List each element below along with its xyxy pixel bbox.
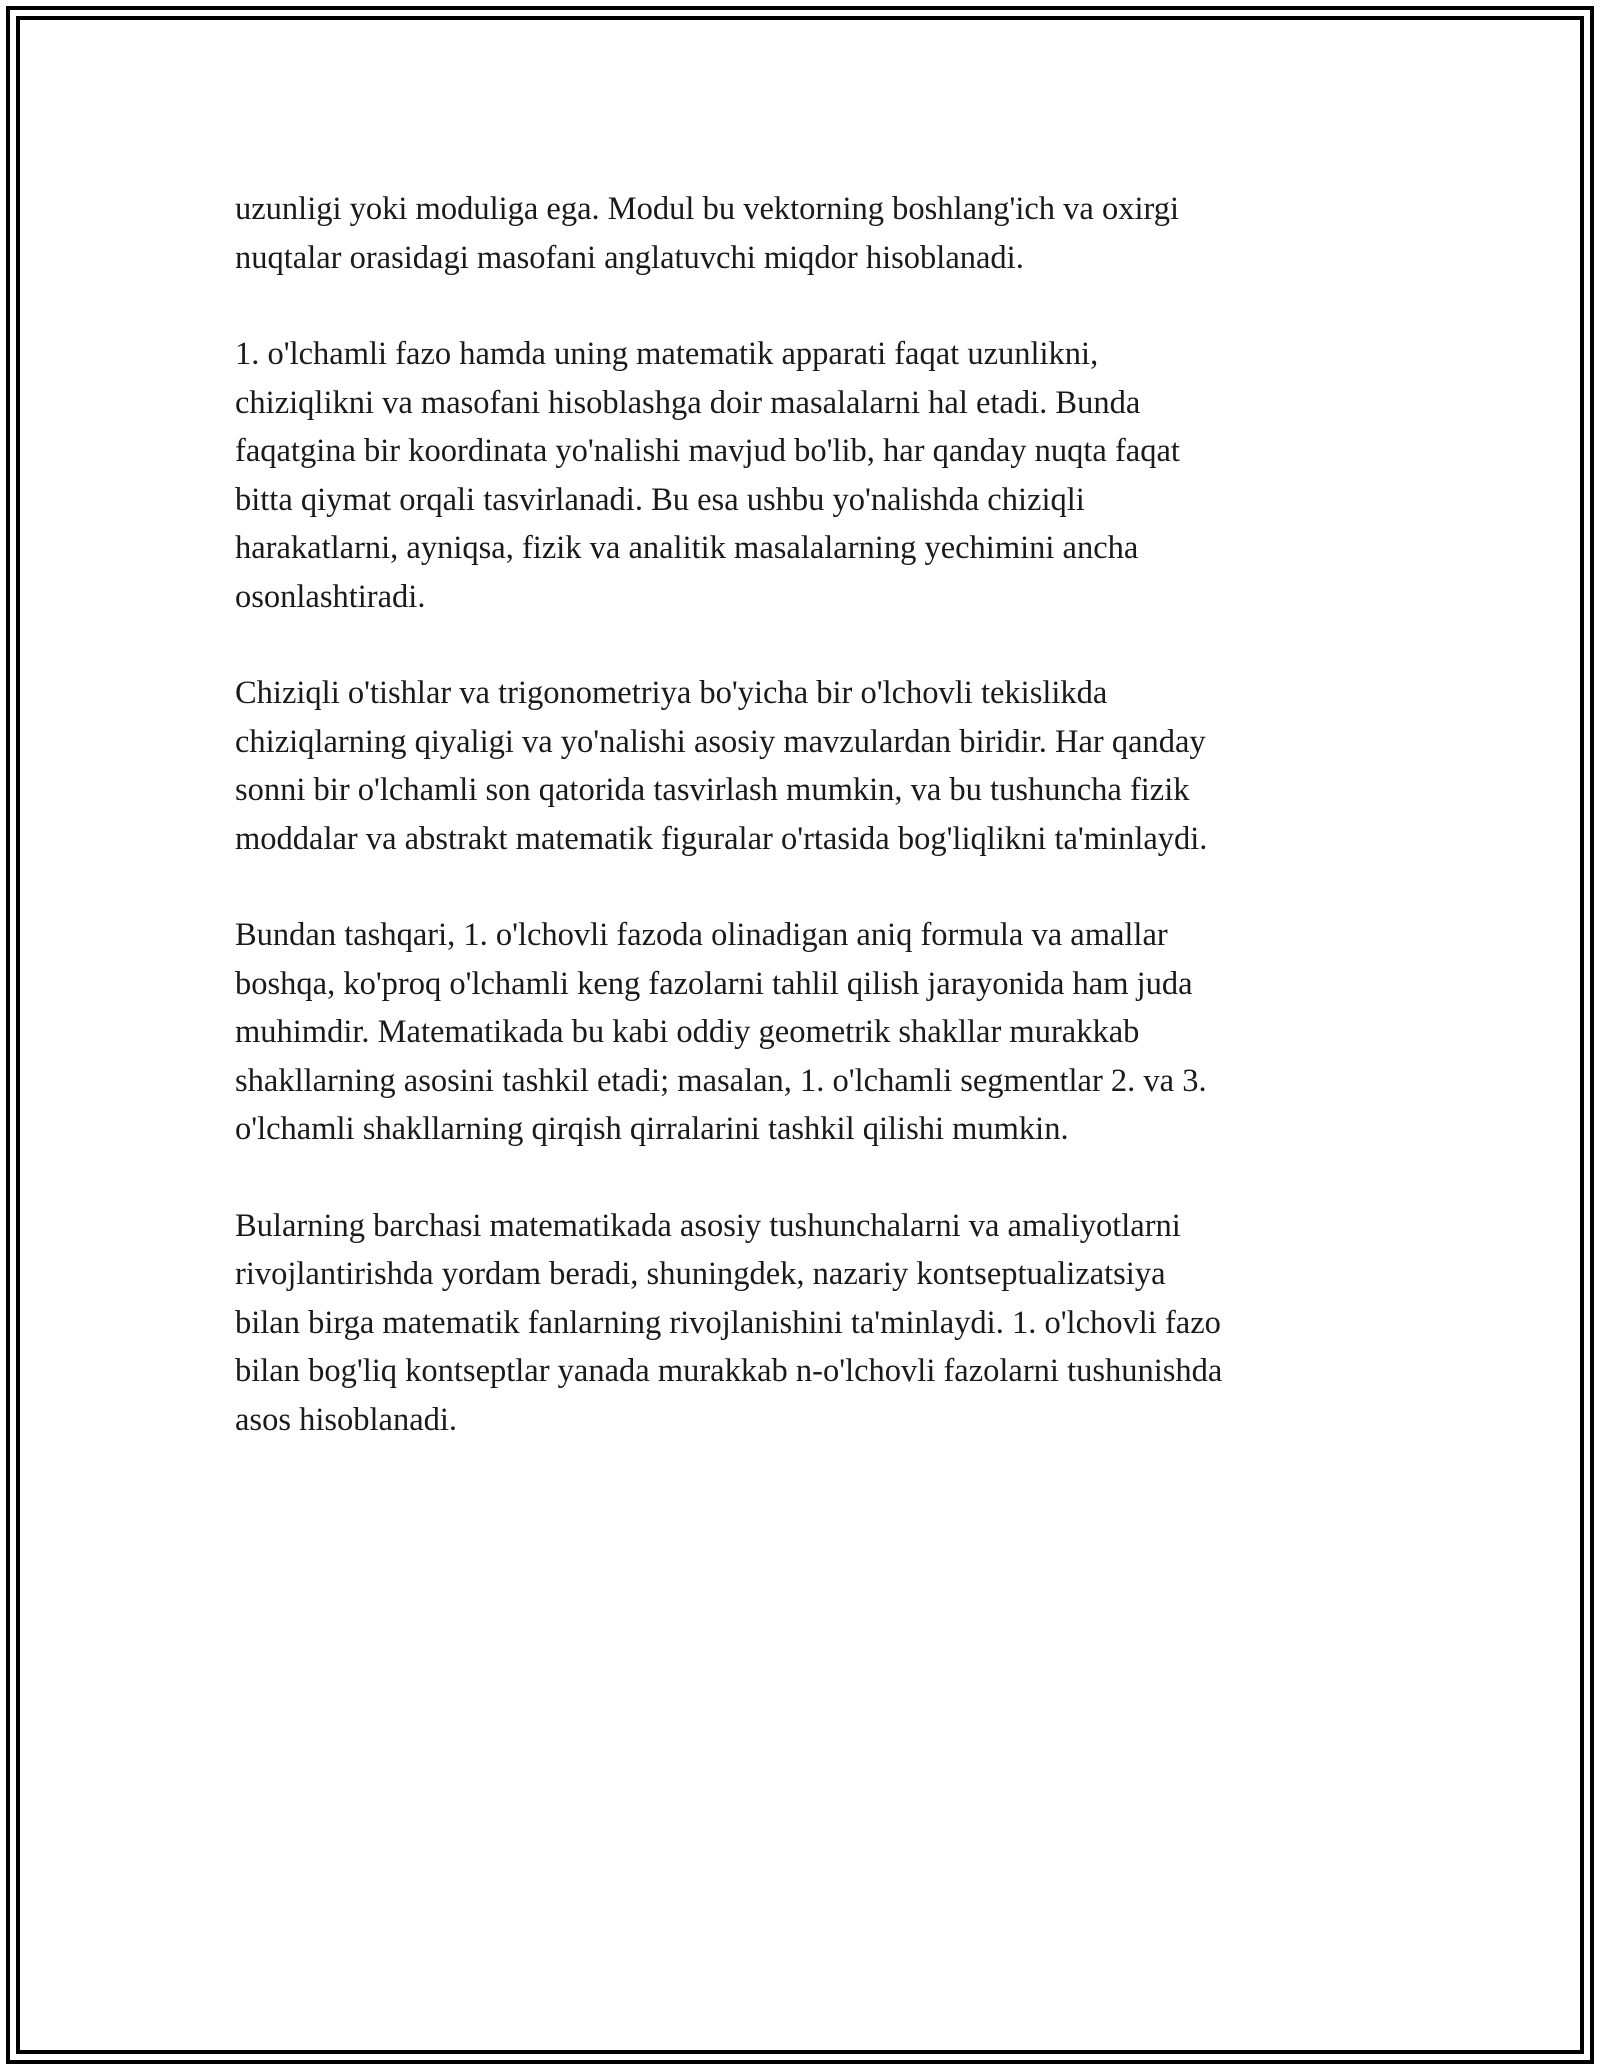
text-line: bilan bog'liq kontseptlar yanada murakkab n-o'lchovli fazolarni tushunishda bbox=[235, 1353, 1223, 1389]
text-line: uzunligi yoki moduliga ega. Modul bu vektorning boshlang'ich va oxirgi bbox=[235, 191, 1180, 227]
text-line: asos hisoblanadi. bbox=[235, 1401, 458, 1438]
paragraph-3 bbox=[235, 669, 1365, 863]
text-line: muhimdir. Matematikada bu kabi oddiy geometrik shakllar murakkab bbox=[235, 1014, 1140, 1050]
text-line: Chiziqli o'tishlar va trigonometriya bo'yicha bir o'lchovli tekislikda bbox=[235, 675, 1108, 711]
document-body bbox=[235, 185, 1365, 1492]
text-line: chiziqlikni va masofani hisoblashga doir masalalarni hal etadi. Bunda bbox=[235, 384, 1141, 421]
paragraph-4 bbox=[235, 911, 1365, 1154]
text-line: Bundan tashqari, 1. o'lchovli fazoda olinadigan aniq formula va amallar bbox=[235, 917, 1168, 953]
text-line: 1. o'lchamli fazo hamda uning matematik apparati faqat uzunlikni, bbox=[235, 336, 1099, 372]
text-line: osonlashtiradi. bbox=[235, 578, 426, 615]
text-line: o'lchamli shakllarning qirqish qirralarini tashkil qilishi mumkin. bbox=[235, 1111, 1069, 1147]
text-line: shakllarning asosini tashkil etadi; masalan, 1. o'lchamli segmentlar 2. va 3. bbox=[235, 1062, 1207, 1099]
text-line: faqatgina bir koordinata yo'nalishi mavjud bo'lib, har qanday nuqta faqat bbox=[235, 433, 1180, 469]
text-line: harakatlarni, ayniqsa, fizik va analitik masalalarning yechimini ancha bbox=[235, 530, 1139, 566]
text-line: bitta qiymat orqali tasvirlanadi. Bu esa ushbu yo'nalishda chiziqli bbox=[235, 481, 1085, 518]
paragraph-2 bbox=[235, 330, 1365, 621]
text-line: boshqa, ko'proq o'lchamli keng fazolarni tahlil qilish jarayonida ham juda bbox=[235, 965, 1193, 1002]
text-line: sonni bir o'lchamli son qatorida tasvirlash mumkin, va bu tushuncha fizik bbox=[235, 772, 1190, 808]
text-line: chiziqlarning qiyaligi va yo'nalishi asosiy mavzulardan biridir. Har qanday bbox=[235, 723, 1206, 760]
text-line: rivojlantirishda yordam beradi, shuningdek, nazariy kontseptualizatsiya bbox=[235, 1256, 1166, 1292]
paragraph-5 bbox=[235, 1202, 1365, 1445]
text-line: bilan birga matematik fanlarning rivojlanishini ta'minlaydi. 1. o'lchovli fazo bbox=[235, 1304, 1221, 1341]
text-line: nuqtalar orasidagi masofani anglatuvchi miqdor hisoblanadi. bbox=[235, 239, 1024, 276]
text-line: moddalar va abstrakt matematik figuralar o'rtasida bog'liqlikni ta'minlaydi. bbox=[235, 820, 1208, 857]
paragraph-1 bbox=[235, 185, 1365, 282]
text-line: Bularning barchasi matematikada asosiy tushunchalarni va amaliyotlarni bbox=[235, 1207, 1181, 1244]
